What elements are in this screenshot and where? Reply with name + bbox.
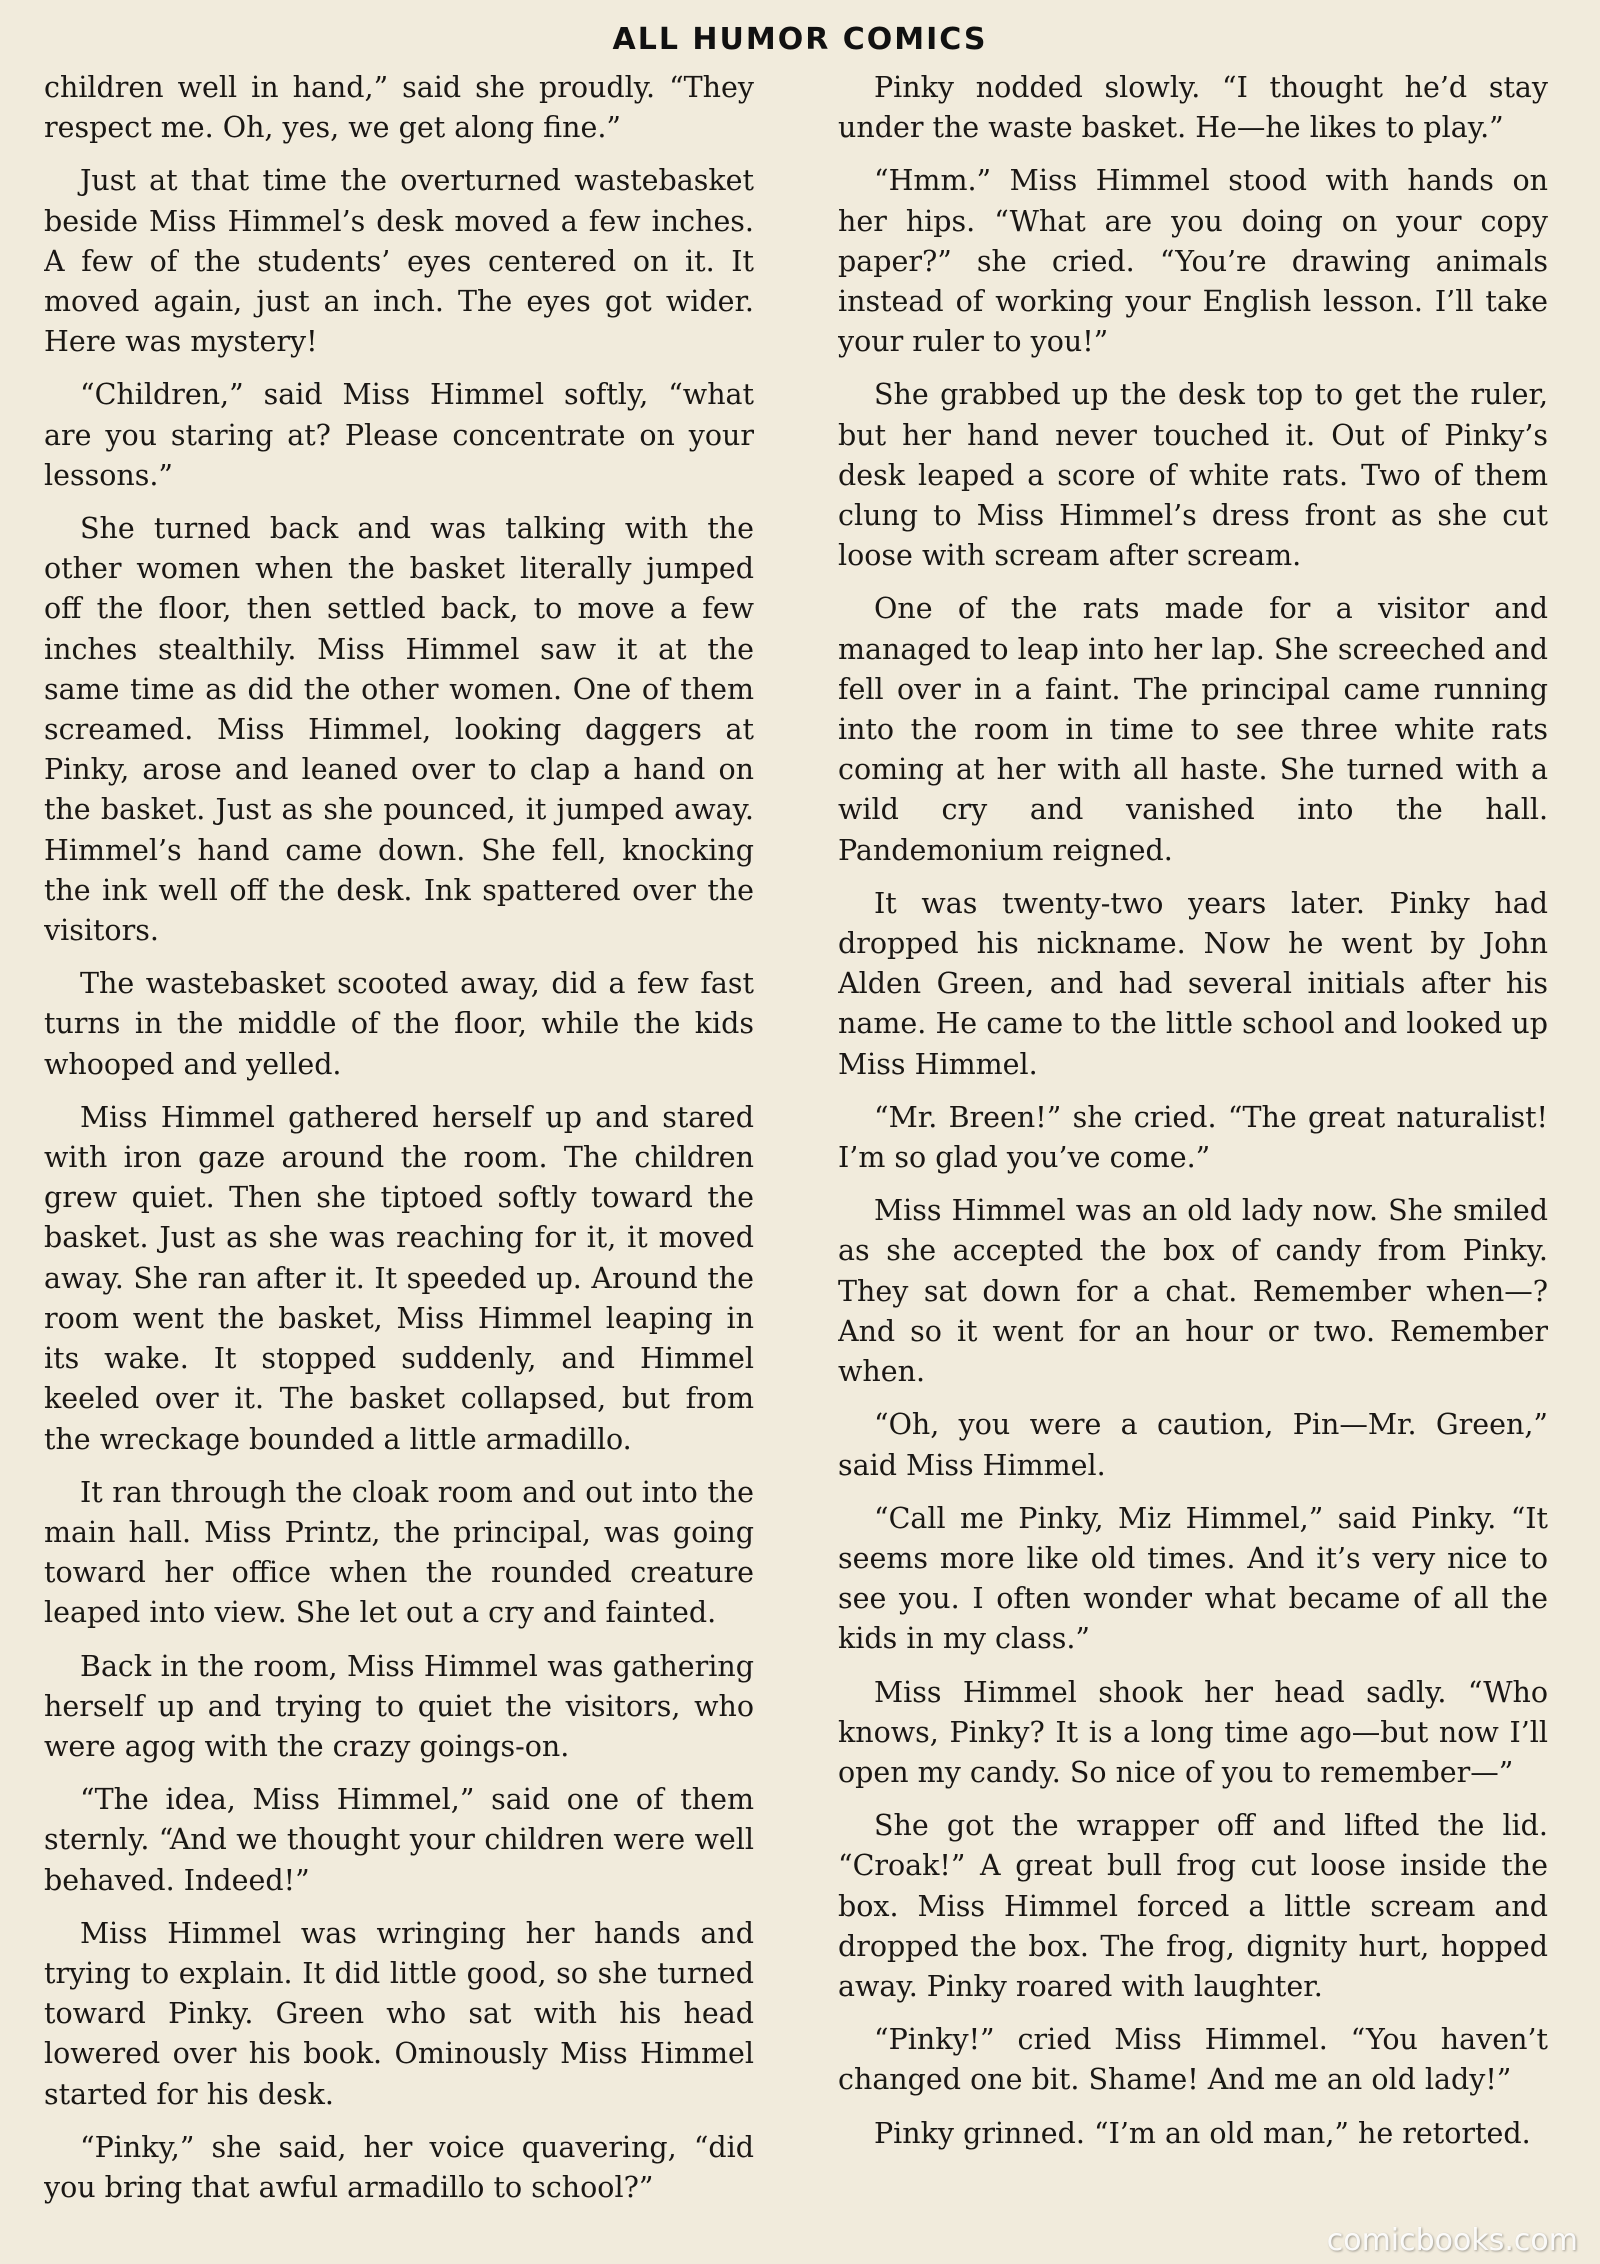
paragraph: “Pinky!” cried Miss Himmel. “You haven’t changed one bit. Shame! And me an old lady!” <box>838 2023 1548 2097</box>
paragraph: Miss Himmel was an old lady now. She smiled as she accepted the box of candy from Pinky. They sat down for a chat. Remember when—? And so it went for an hour or two. Remember when. <box>838 1194 1548 1389</box>
paragraph: “Children,” said Miss Himmel softly, “what are you staring at? Please concentrate on your lessons.” <box>44 378 754 492</box>
paragraph: “Mr. Breen!” she cried. “The great naturalist! I’m so glad you’ve come.” <box>838 1100 1548 1175</box>
page-header-title: ALL HUMOR COMICS <box>612 22 988 57</box>
paragraph: Just at that time the overturned wastebasket beside Miss Himmel’s desk moved a few inches. A few of the students’ eyes centered on it. It moved again, just an inch. The eyes got wider. Here was mystery! <box>44 164 754 359</box>
paragraph: She turned back and was talking with the other women when the basket literally jumped off the floor, then settled back, to move a few inches stealthily. Miss Himmel saw it at the same time as did the other women. One of them screamed. Miss Himmel, looking daggers at Pinky, arose and leaned over to clap a hand on the basket. Just as she pounced, it jumped away. Himmel’s hand came down. She fell, knocking the ink well off the desk. Ink spattered over the visitors. <box>44 512 754 948</box>
paragraph: Miss Himmel was wringing her hands and trying to explain. It did little good, so she turned toward Pinky. Green who sat with his head lowered over his book. Ominously Miss Himmel started for his desk. <box>44 1916 754 2111</box>
paragraph: “Pinky,” she said, her voice quavering, “did you bring that awful armadillo to school?” <box>44 2130 754 2204</box>
left-text-column <box>44 68 754 2253</box>
paragraph: Miss Himmel gathered herself up and stared with iron gaze around the room. The children grew quiet. Then she tiptoed softly toward the basket. Just as she was reaching for it, it moved away. She ran after it. It speeded up. Around the room went the basket, Miss Himmel leaping in its wake. It stopped suddenly, and Himmel keeled over it. The basket collapsed, but from the wreckage bounded a little armadillo. <box>44 1100 754 1456</box>
paragraph: “Oh, you were a caution, Pin—Mr. Green,” said Miss Himmel. <box>838 1408 1548 1482</box>
watermark-text: comicbooks.com <box>1326 2223 1578 2258</box>
paragraph: “Call me Pinky, Miz Himmel,” said Pinky. “It seems more like old times. And it’s very nice to see you. I often wonder what became of all the kids in my class.” <box>838 1501 1548 1656</box>
paragraph: Miss Himmel shook her head sadly. “Who knows, Pinky? It is a long time ago—but now I’ll open my candy. So nice of you to remember—” <box>838 1675 1548 1789</box>
paragraph: It ran through the cloak room and out into the main hall. Miss Printz, the principal, was going toward her office when the rounded creature leaped into view. She let out a cry and fainted. <box>44 1475 754 1630</box>
paragraph: “Hmm.” Miss Himmel stood with hands on her hips. “What are you doing on your copy paper?” she cried. “You’re drawing animals instead of working your English lesson. I’ll take your ruler to you!” <box>838 164 1548 359</box>
paragraph: “The idea, Miss Himmel,” said one of them sternly. “And we thought your children were well behaved. Indeed!” <box>44 1783 754 1897</box>
paragraph: Pinky grinned. “I’m an old man,” he retorted. <box>874 2116 1531 2150</box>
paragraph: She got the wrapper off and lifted the lid. “Croak!” A great bull frog cut loose inside the box. Miss Himmel forced a little scream and dropped the box. The frog, dignity hurt, hopped away. Pinky roared with laughter. <box>838 1809 1548 2003</box>
paragraph: children well in hand,” said she proudly. “They respect me. Oh, yes, we get along fine.” <box>44 71 754 145</box>
paragraph: She grabbed up the desk top to get the ruler, but her hand never touched it. Out of Pinky’s desk leaped a score of white rats. Two of them clung to Miss Himmel’s dress front as she cut loose with scream after scream. <box>838 378 1548 573</box>
paragraph: It was twenty-two years later. Pinky had dropped his nickname. Now he went by John Alden Green, and had several initials after his name. He came to the little school and looked up Miss Himmel. <box>838 886 1548 1081</box>
paragraph: Back in the room, Miss Himmel was gathering herself up and trying to quiet the visitors, who were agog with the crazy goings-on. <box>44 1649 754 1763</box>
paragraph: One of the rats made for a visitor and managed to leap into her lap. She screeched and fell over in a faint. The principal came running into the room in time to see three white rats coming at her with all haste. She turned with a wild cry and vanished into the hall. Pandemonium reigned. <box>838 592 1548 867</box>
paragraph: Pinky nodded slowly. “I thought he’d stay under the waste basket. He—he likes to play.” <box>838 71 1548 145</box>
right-text-column <box>838 68 1548 2253</box>
paragraph: The wastebasket scooted away, did a few fast turns in the middle of the floor, while the kids whooped and yelled. <box>44 967 754 1081</box>
